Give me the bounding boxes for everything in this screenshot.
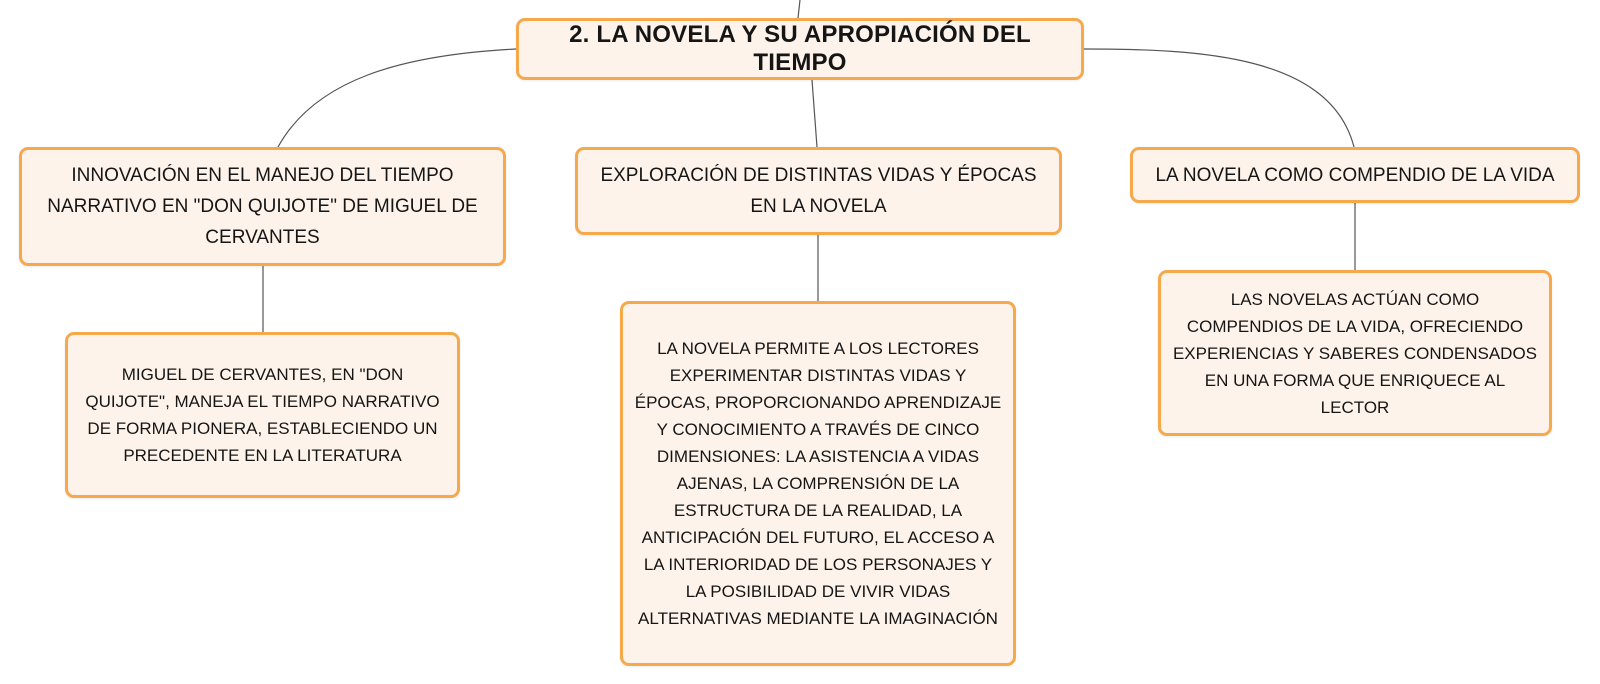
branch-node-compendio-vida[interactable] (1130, 147, 1580, 203)
connector-parent-to-root (798, 0, 800, 18)
child-label-distintas-vidas: LA NOVELA PERMITE A LOS LECTORES EXPERIMENTAR DISTINTAS VIDAS Y ÉPOCAS, PROPORCIONANDO APRENDIZAJE Y CONOCIMIENTO A TRAVÉS DE CINCO DIMENSIONES: LA ASISTENCIA A VIDAS AJENAS, LA COMPRENSIÓN DE LA ESTRUCTURA DE LA REALIDAD, LA ANTICIPACIÓN DEL FUTURO, EL ACCESO A LA INTERIORIDAD DE LOS PERSONAJES Y LA POSIBILIDAD DE VIVIR VIDAS ALTERNATIVAS MEDIANTE LA IMAGINACIÓN (634, 339, 1002, 628)
child-node-don-quijote[interactable] (65, 332, 460, 498)
branch-label-compendio-vida: LA NOVELA COMO COMPENDIO DE LA VIDA (1155, 164, 1555, 186)
branch-label-distintas-vidas: EXPLORACIÓN DE DISTINTAS VIDAS Y ÉPOCAS EN LA NOVELA (600, 165, 1037, 217)
root-topic-node[interactable] (516, 18, 1084, 80)
branch-node-distintas-vidas[interactable] (575, 147, 1062, 235)
child-label-don-quijote: MIGUEL DE CERVANTES, EN "DON QUIJOTE", MANEJA EL TIEMPO NARRATIVO DE FORMA PIONERA, ESTABLECIENDO UN PRECEDENTE EN LA LITERATURA (85, 365, 440, 465)
connector-root-to-left (278, 49, 516, 147)
child-node-compendio-vida[interactable] (1158, 270, 1552, 436)
child-node-distintas-vidas[interactable] (620, 301, 1016, 666)
branch-node-don-quijote[interactable] (19, 147, 506, 266)
child-label-compendio-vida: LAS NOVELAS ACTÚAN COMO COMPENDIOS DE LA VIDA, OFRECIENDO EXPERIENCIAS Y SABERES CONDENSADOS EN UNA FORMA QUE ENRIQUECE AL LECTOR (1172, 289, 1538, 417)
branch-label-don-quijote: INNOVACIÓN EN EL MANEJO DEL TIEMPO NARRATIVO EN "DON QUIJOTE" DE MIGUEL DE CERVANTES (47, 165, 478, 248)
connector-root-to-right (1084, 49, 1354, 147)
connector-root-to-middle (812, 80, 817, 147)
root-topic-label: 2. LA NOVELA Y SU APROPIACIÓN DEL TIEMPO (569, 21, 1031, 76)
